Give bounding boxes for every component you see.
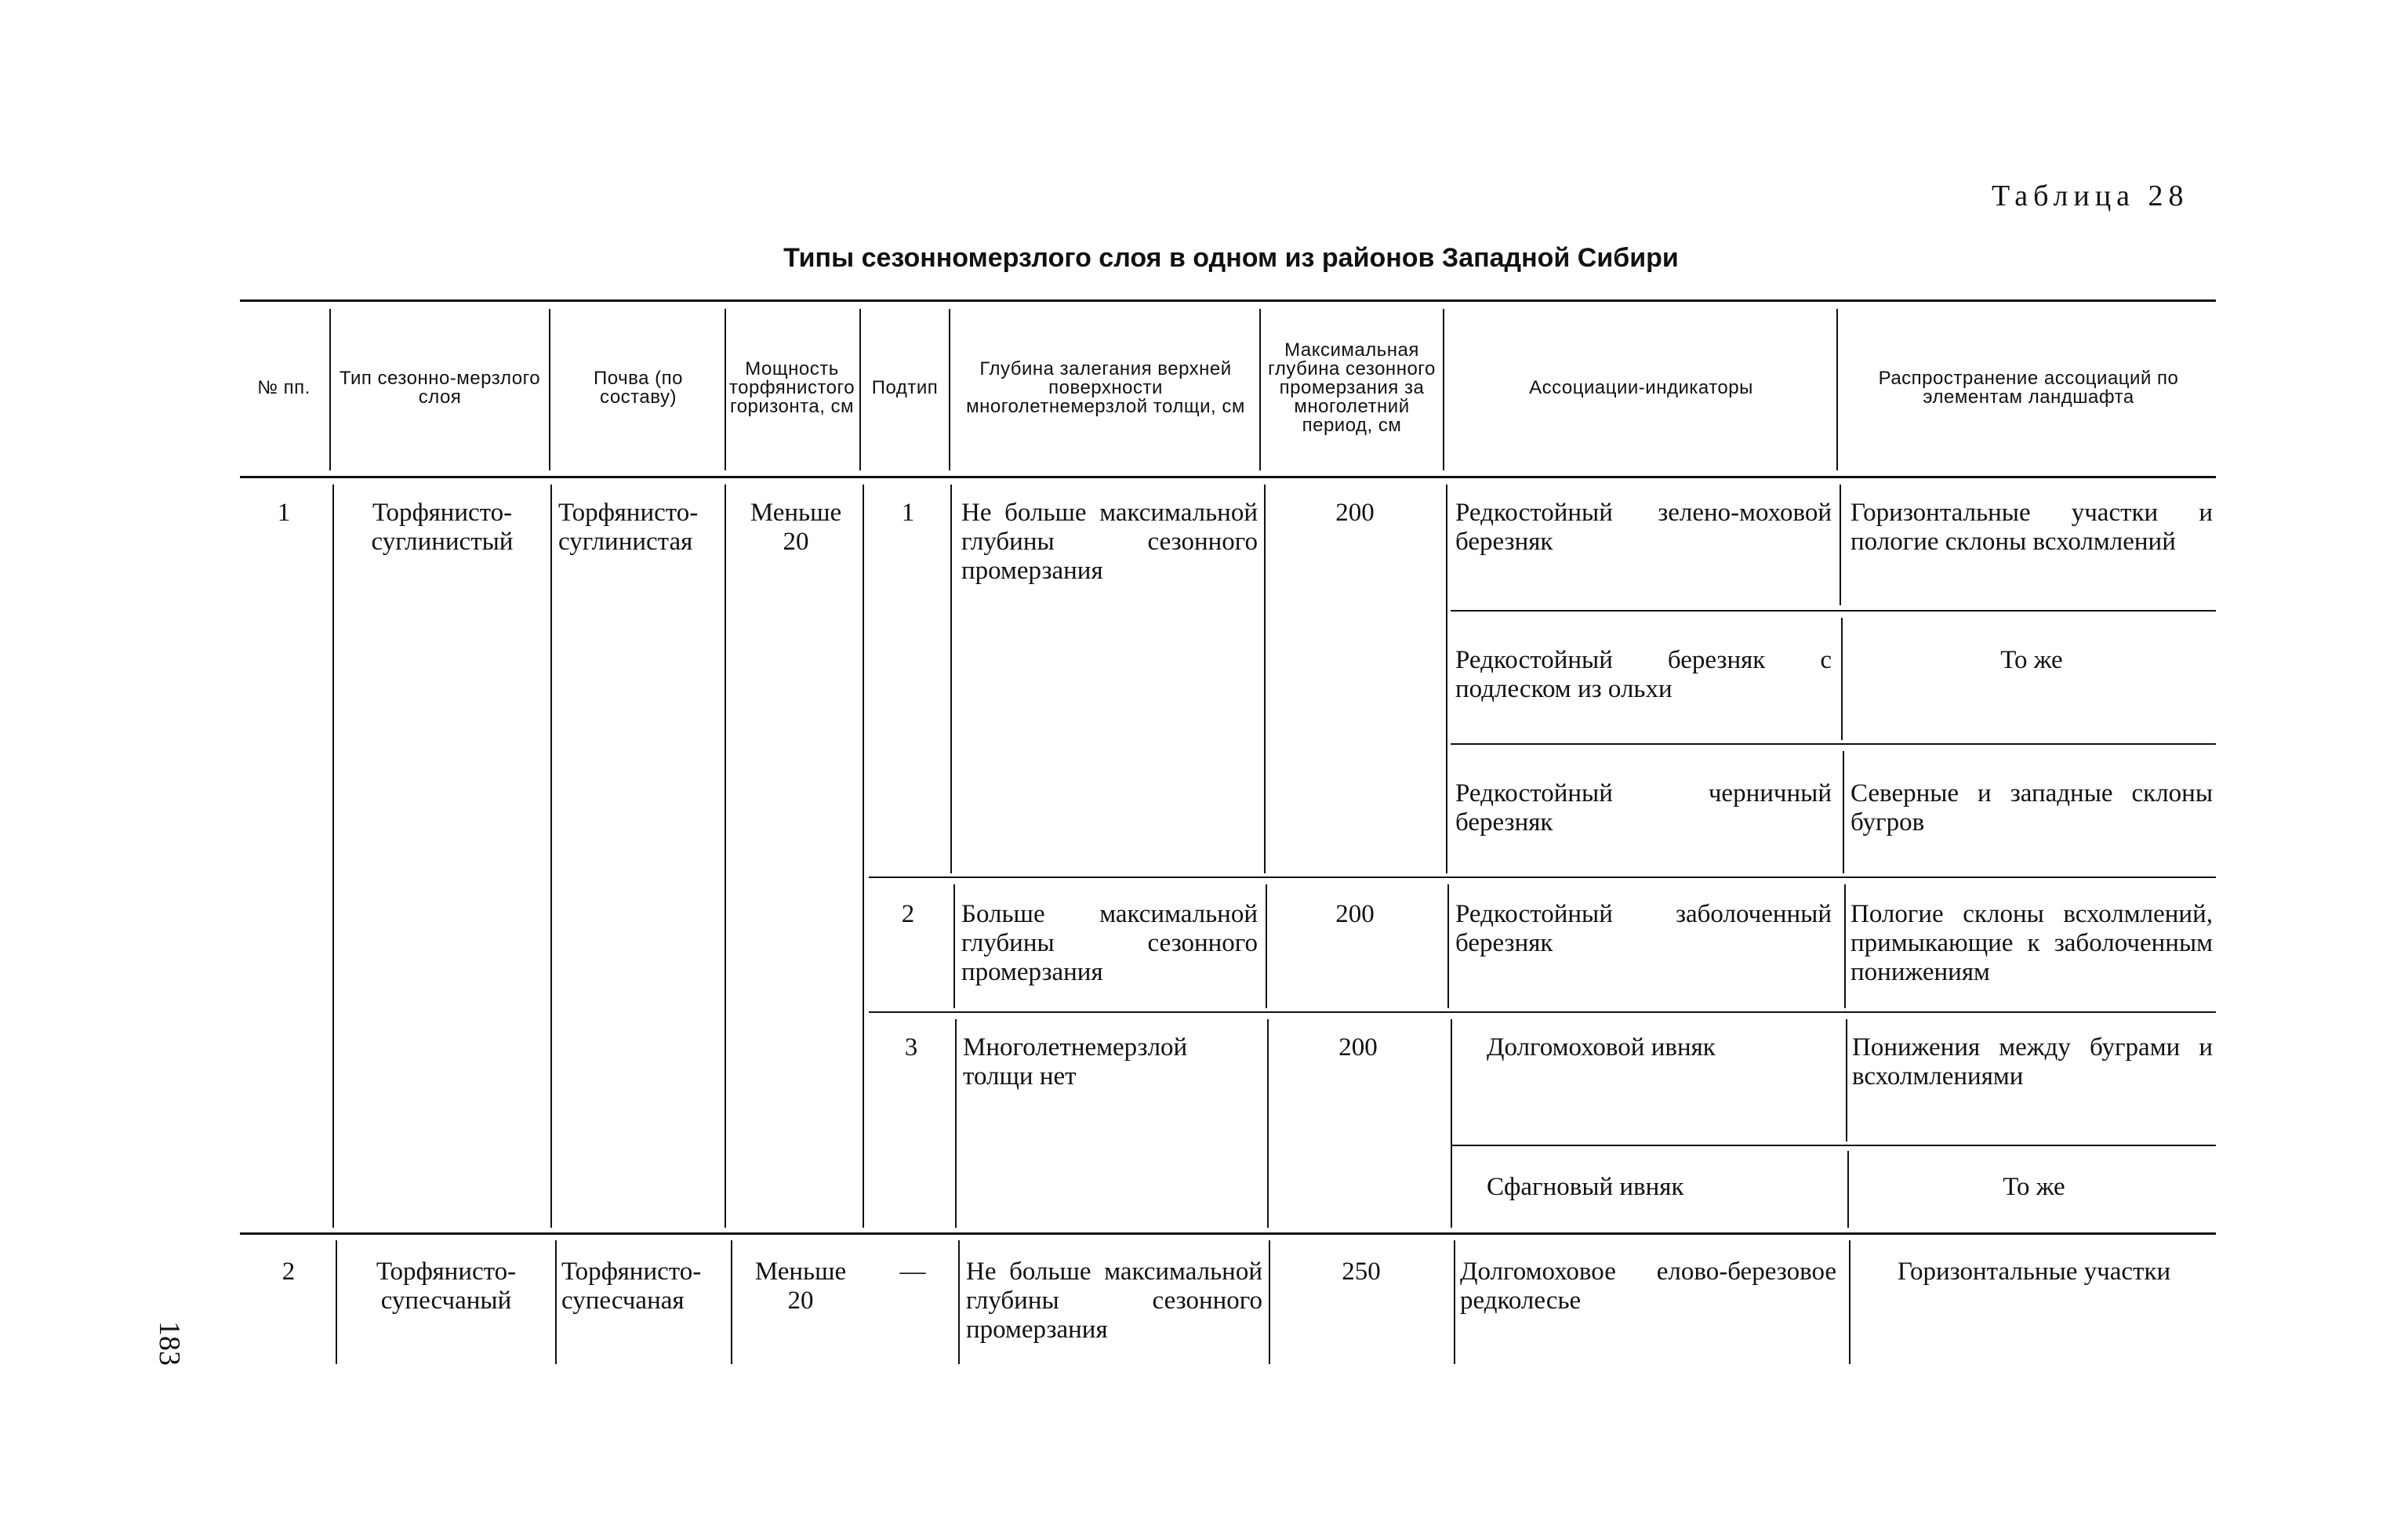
row-number: 2 xyxy=(281,1258,296,1286)
header-layer-type: Тип сезонно-мерзлого слоя xyxy=(339,368,541,408)
layer-type-cell: Торфянисто-супесчаный xyxy=(376,1258,517,1315)
permafrost-depth-cell: Не больше максимальной глубины сезонного промерзания xyxy=(961,499,1258,585)
association-separator xyxy=(1451,610,2216,612)
header-bottom-rule xyxy=(240,476,2216,478)
column-divider xyxy=(949,309,950,470)
header-distribution: Распространение ассоциаций по элементам ландшафта xyxy=(1878,368,2179,408)
indicator-cell: Долгомоховое елово-березовое редколесье xyxy=(1460,1258,1836,1315)
max-freeze-depth-cell: 200 xyxy=(1335,900,1375,928)
column-divider xyxy=(725,485,726,1228)
header-peat-thickness: Мощность торфянистого горизонта, см xyxy=(728,358,855,417)
indicator-cell: Редкостойный заболоченный березняк xyxy=(1455,900,1832,957)
permafrost-depth-cell: Больше максимальной глубины сезонного промерзания xyxy=(961,900,1258,986)
column-divider xyxy=(1843,751,1844,873)
column-divider xyxy=(550,485,552,1228)
indicator-cell: Редкостойный черничный березняк xyxy=(1455,779,1832,837)
subtype-cell: 1 xyxy=(901,499,915,527)
column-divider xyxy=(863,485,864,1228)
column-divider xyxy=(329,309,331,470)
column-divider xyxy=(859,309,861,470)
association-separator xyxy=(1451,743,2216,745)
soil-cell: Торфянисто-суглинистая xyxy=(558,499,699,556)
column-divider xyxy=(1849,1240,1850,1364)
column-divider xyxy=(1454,1240,1455,1364)
indicator-cell: Сфагновый ивняк xyxy=(1487,1173,1684,1201)
column-divider xyxy=(549,309,550,470)
subtype-cell: 2 xyxy=(901,900,915,928)
column-divider xyxy=(1846,1019,1847,1141)
subtype-cell: 3 xyxy=(904,1033,918,1062)
column-divider xyxy=(1266,884,1267,1008)
column-divider xyxy=(953,884,955,1008)
distribution-cell: Северные и западные склоны бугров xyxy=(1850,779,2213,837)
distribution-cell: То же xyxy=(2000,646,2063,674)
distribution-cell: Горизонтальные участки и пологие склоны всхолмлений xyxy=(1850,499,2213,556)
column-divider xyxy=(336,1240,337,1364)
column-divider xyxy=(725,309,726,470)
column-divider xyxy=(332,485,334,1228)
column-divider xyxy=(1259,309,1261,470)
column-divider xyxy=(950,485,952,873)
column-divider xyxy=(1840,485,1841,605)
max-freeze-depth-cell: 250 xyxy=(1342,1258,1381,1286)
header-soil: Почва (по составу) xyxy=(594,368,683,408)
permafrost-depth-cell: Многолетнемерзлой толщи нет xyxy=(963,1033,1188,1091)
column-divider xyxy=(1844,884,1846,1008)
indicator-cell: Редкостойный зелено-моховой березняк xyxy=(1455,499,1832,556)
header-indicators: Ассоциации-индикаторы xyxy=(1529,377,1753,398)
max-freeze-depth-cell: 200 xyxy=(1338,1033,1378,1062)
column-divider xyxy=(731,1240,732,1364)
peat-thickness-cell: Меньше 20 xyxy=(750,499,842,556)
page-number: 183 xyxy=(153,1321,186,1366)
distribution-cell: Понижения между буграми и всхолмлениями xyxy=(1852,1033,2213,1091)
table-number-label: Таблица 28 xyxy=(1992,180,2189,212)
column-divider xyxy=(955,1019,957,1228)
header-max-freeze-depth: Максимальная глубина сезонного промерзания за многолетний период, см xyxy=(1268,339,1436,436)
max-freeze-depth-cell: 200 xyxy=(1335,499,1375,527)
layer-type-cell: Торфянисто-суглинистый xyxy=(371,499,514,556)
header-permafrost-depth: Глубина залегания верхней поверхности многолетнемерзлой толщи, см xyxy=(966,358,1245,417)
table-title: Типы сезонномерзлого слоя в одном из районов Западной Сибири xyxy=(783,243,1679,273)
column-divider xyxy=(1847,1151,1849,1228)
column-divider xyxy=(958,1240,960,1364)
column-divider xyxy=(1446,485,1447,873)
subtype-cell: — xyxy=(899,1258,926,1286)
column-divider xyxy=(1267,1019,1269,1228)
column-divider xyxy=(1841,618,1843,740)
table-top-rule xyxy=(240,299,2216,302)
column-divider xyxy=(1269,1240,1270,1364)
soil-cell: Торфянисто-супесчаная xyxy=(561,1258,702,1315)
subtype-separator xyxy=(869,1011,2216,1013)
header-subtype: Подтип xyxy=(871,377,939,398)
column-divider xyxy=(1443,309,1444,470)
column-divider xyxy=(1264,485,1266,873)
column-divider xyxy=(555,1240,557,1364)
indicator-cell: Долгомоховой ивняк xyxy=(1487,1033,1716,1062)
column-divider xyxy=(1451,1019,1452,1228)
header-number: № пп. xyxy=(257,377,311,398)
row-separator-rule xyxy=(240,1232,2216,1235)
subtype-separator xyxy=(869,877,2216,878)
column-divider xyxy=(1447,884,1449,1008)
row-number: 1 xyxy=(277,499,291,527)
peat-thickness-cell: Меньше 20 xyxy=(754,1258,847,1315)
column-divider xyxy=(1836,309,1838,470)
distribution-cell: Пологие склоны всхолмлений, примыкающие к заболоченным понижениям xyxy=(1850,900,2213,986)
distribution-cell: Горизонтальные участки xyxy=(1897,1258,2171,1286)
permafrost-depth-cell: Не больше максимальной глубины сезонного промерзания xyxy=(966,1258,1262,1344)
indicator-cell: Редкостойный березняк с подлеском из ольхи xyxy=(1455,646,1832,703)
distribution-cell: То же xyxy=(2003,1173,2065,1201)
association-separator xyxy=(1451,1145,2216,1146)
